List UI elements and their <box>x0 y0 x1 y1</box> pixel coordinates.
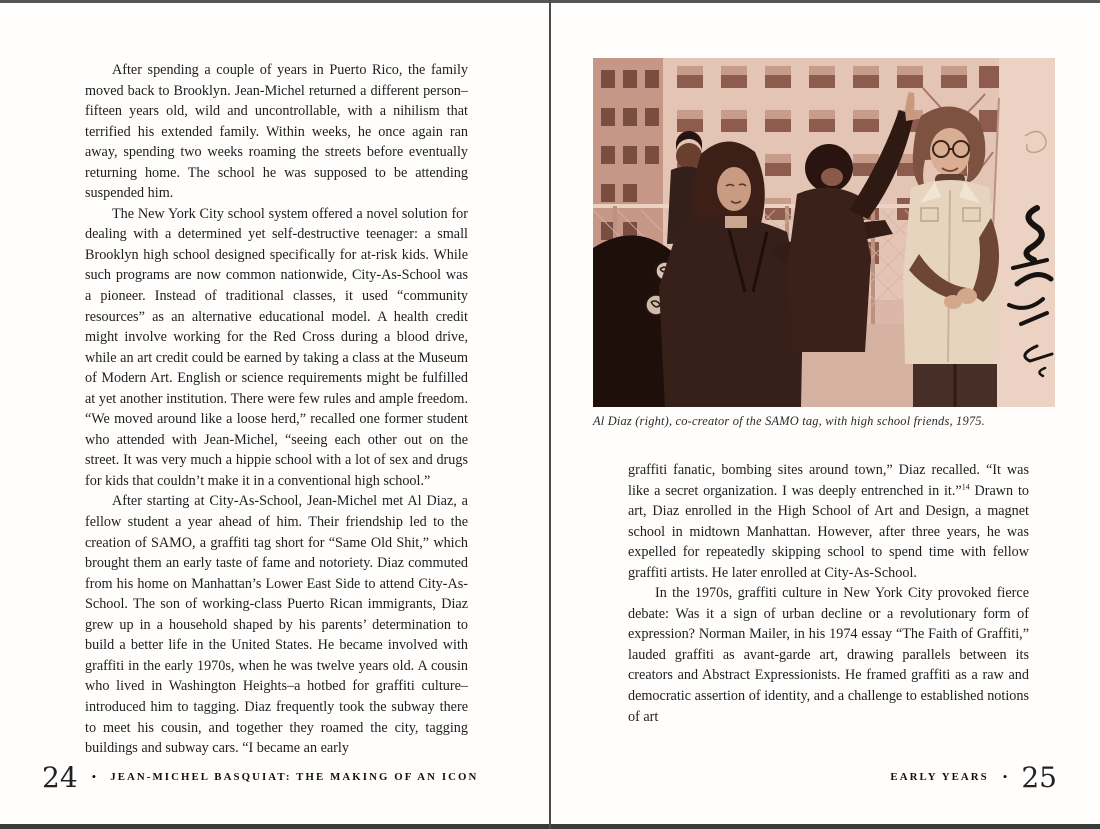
bullet-separator: • <box>1002 769 1008 784</box>
photo-illustration <box>593 58 1055 407</box>
running-title: EARLY YEARS <box>890 771 989 783</box>
paragraph-text: Drawn to art, Diaz enrolled in the High School of Art and Design, a magnet school in midtown Manhattan. However, after three years, he was expelled for repeatedly skipping school to spend time with fellow graffiti artists. He later enrolled at City-As-School. <box>628 482 1029 581</box>
page-number: 25 <box>1021 760 1057 794</box>
right-page-body-text <box>628 460 1029 727</box>
page-number: 24 <box>42 760 78 794</box>
paragraph: In the 1970s, graffiti culture in New York City provoked fierce debate: Was it a sign of urban decline or a revolutionary form of expression? Norman Mailer, in his 1974 essay “The Faith of Graffiti,” lauded graffiti as avant-garde art, drawing parallels between its creators and Abstract Expressionists. He framed graffiti as a raw and democratic assertion of identity, and a challenge to established notions of art <box>628 585 1029 725</box>
paragraph: After starting at City-As-School, Jean-Michel met Al Diaz, a fellow student a year ahead of him. Their friendship led to the creation of SAMO, a graffiti tag short for “Same Old Shit,” which brought them an early taste of fame and notoriety. Diaz commuted from his home on Manhattan’s Lower East Side to attend City-As-School. The son of working-class Puerto Rican immigrants, Diaz grew up in a household shaped by his parents’ determination to build a better life in the United States. He became involved with graffiti in the early 1970s, when he was twelve years old. A cousin who lived in Washington Heights–a hotbed for graffiti culture–introduced him to tagging. Diaz frequently took the subway there to meet his cousin, and together they roamed the city, tagging buildings and subway cars. “I became an early <box>85 493 468 757</box>
paragraph: After spending a couple of years in Puerto Rico, the family moved back to Brooklyn. Jean-Michel returned a different person–fifteen years old, wild and uncontrollable, with a nihilism that terrified his extended family. Within weeks, he once again ran away, spending two weeks roaming the streets before eventually returning home. The school he was supposed to be attending suspended him. <box>85 62 468 202</box>
bullet-separator: • <box>91 769 97 784</box>
paragraph <box>628 460 1029 583</box>
paragraph: The New York City school system offered a novel solution for dealing with a determined yet self-destructive teenager: a small Brooklyn high school designed specifically for at-risk kids. While such programs are now common nationwide, City-As-School was a pioneer. Instead of traditional classes, it used “community resources” as an alternative educational model. A health credit might involve working for the Red Cross during a blood drive, while an art credit could be earned by taking a class at the Museum of Modern Art. English or science requirements might be fulfilled at yet another institution. There were few rules and ample freedom. “We moved around like a loose herd,” recalled one former student who attended with Jean-Michel, “seeing each other out on the street. It was very much a hippie school with a lot of sex and drugs for kids that couldn’t make it in a conventional high school.” <box>85 205 468 489</box>
footnote-ref: 14 <box>961 481 970 491</box>
photo-caption: Al Diaz (right), co-creator of the SAMO tag, with high school friends, 1975. <box>593 414 985 428</box>
page-gutter-divider <box>549 0 551 829</box>
left-page-body-text <box>85 60 468 759</box>
figure-al-diaz <box>903 106 999 407</box>
paragraph-text: graffiti fanatic, bombing sites around town,” Diaz recalled. “It was like a secret organization. I was deeply entrenched in it.” <box>628 462 1029 499</box>
al-diaz-photograph <box>593 58 1055 407</box>
right-page-footer <box>890 760 1057 794</box>
left-page-footer <box>42 760 478 794</box>
running-title: JEAN-MICHEL BASQUIAT: THE MAKING OF AN ICON <box>110 771 479 783</box>
